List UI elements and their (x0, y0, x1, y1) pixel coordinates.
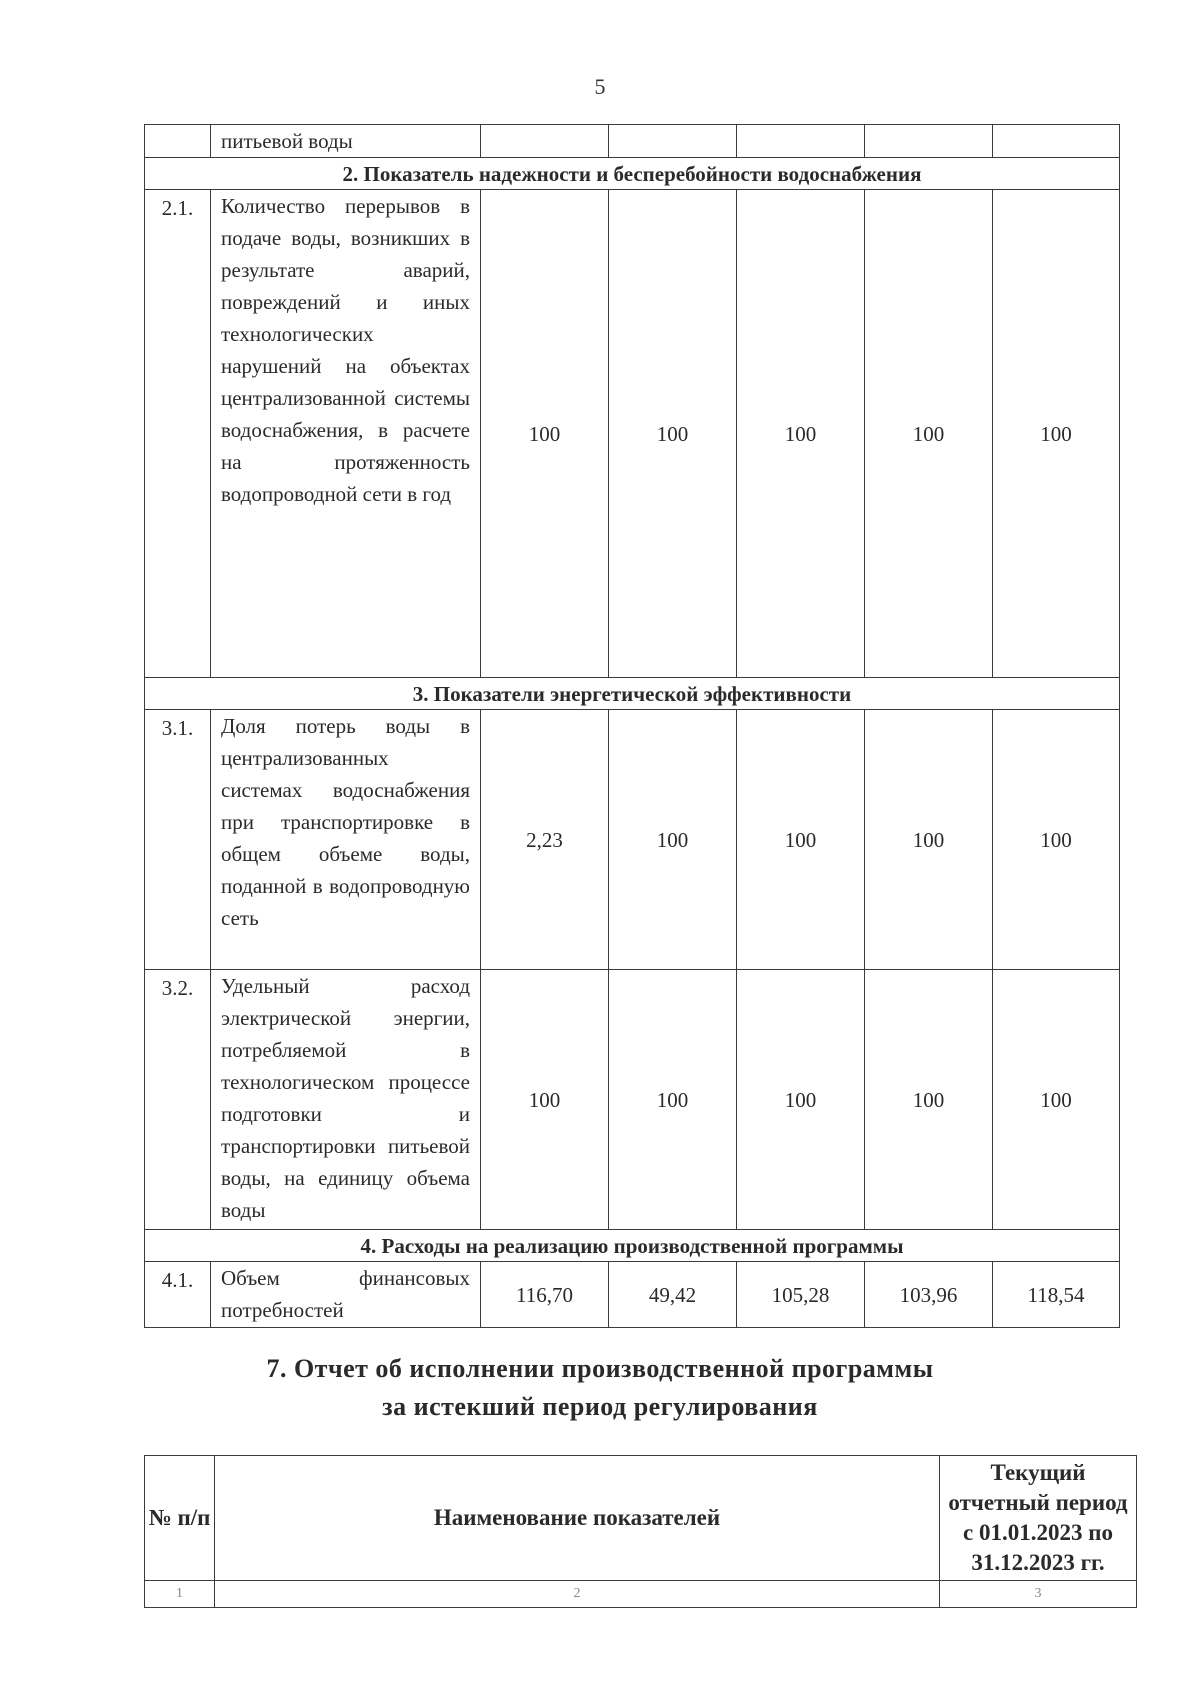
value-cell: 100 (865, 970, 993, 1230)
value-cell: 100 (737, 190, 865, 678)
row-number: 4.1. (145, 1262, 211, 1328)
row-number (145, 125, 211, 158)
table-row (145, 970, 1120, 1230)
column-index: 1 (145, 1581, 215, 1608)
section-header-row (145, 1230, 1120, 1262)
value-cell: 100 (993, 190, 1120, 678)
header-reporting-period: Текущий отчетный период с 01.01.2023 по 31.12.2023 гг. (940, 1456, 1137, 1581)
report-table (144, 1455, 1137, 1608)
value-cell: 100 (609, 190, 737, 678)
table-row (145, 710, 1120, 970)
value-cell: 116,70 (481, 1262, 609, 1328)
column-index: 3 (940, 1581, 1137, 1608)
value-cell: 100 (609, 970, 737, 1230)
row-number: 3.2. (145, 970, 211, 1230)
value-cell (993, 125, 1120, 158)
value-cell: 100 (865, 710, 993, 970)
value-cell: 100 (993, 970, 1120, 1230)
report-title-line-2: за истекший период регулирования (382, 1392, 818, 1421)
indicator-name: питьевой воды (211, 125, 481, 158)
value-cell: 118,54 (993, 1262, 1120, 1328)
column-index-row (145, 1581, 1137, 1608)
value-cell (481, 125, 609, 158)
indicator-name: Объем финансовых потребностей (211, 1262, 481, 1328)
section-header-row (145, 678, 1120, 710)
table-row (145, 190, 1120, 678)
section-title: 3. Показатели энергетической эффективности (145, 678, 1120, 710)
value-cell: 105,28 (737, 1262, 865, 1328)
value-cell: 100 (993, 710, 1120, 970)
report-title-line-1: 7. Отчет об исполнении производственной программы (266, 1354, 934, 1383)
value-cell: 100 (865, 190, 993, 678)
column-index: 2 (215, 1581, 940, 1608)
header-indicator-name: Наименование показателей (215, 1456, 940, 1581)
section-title: 4. Расходы на реализацию производственной программы (145, 1230, 1120, 1262)
table-row (145, 1262, 1120, 1328)
value-cell: 100 (481, 190, 609, 678)
table-row (145, 125, 1120, 158)
row-number: 2.1. (145, 190, 211, 678)
value-cell: 100 (737, 710, 865, 970)
indicator-name: Доля потерь воды в централизованных системах водоснабжения при транспортировке в общем объеме воды, поданной в водопроводную сеть (211, 710, 481, 970)
section-header-row (145, 158, 1120, 190)
header-number: № п/п (145, 1456, 215, 1581)
indicator-name: Удельный расход электрической энергии, потребляемой в технологическом процессе подготовки и транспортировки питьевой воды, на единицу объема воды (211, 970, 481, 1230)
value-cell: 49,42 (609, 1262, 737, 1328)
indicator-name: Количество перерывов в подаче воды, возникших в результате аварий, повреждений и иных технологических нарушений на объектах централизованной системы водоснабжения, в расчете на протяженность водопроводной сети в год (211, 190, 481, 678)
row-number: 3.1. (145, 710, 211, 970)
page-number: 5 (594, 74, 606, 99)
report-title (0, 1350, 1200, 1426)
value-cell: 100 (481, 970, 609, 1230)
value-cell (609, 125, 737, 158)
value-cell (865, 125, 993, 158)
value-cell: 100 (737, 970, 865, 1230)
value-cell: 2,23 (481, 710, 609, 970)
indicators-table (144, 124, 1120, 1328)
value-cell (737, 125, 865, 158)
section-title: 2. Показатель надежности и бесперебойности водоснабжения (145, 158, 1120, 190)
report-header-row (145, 1456, 1137, 1581)
value-cell: 103,96 (865, 1262, 993, 1328)
value-cell: 100 (609, 710, 737, 970)
